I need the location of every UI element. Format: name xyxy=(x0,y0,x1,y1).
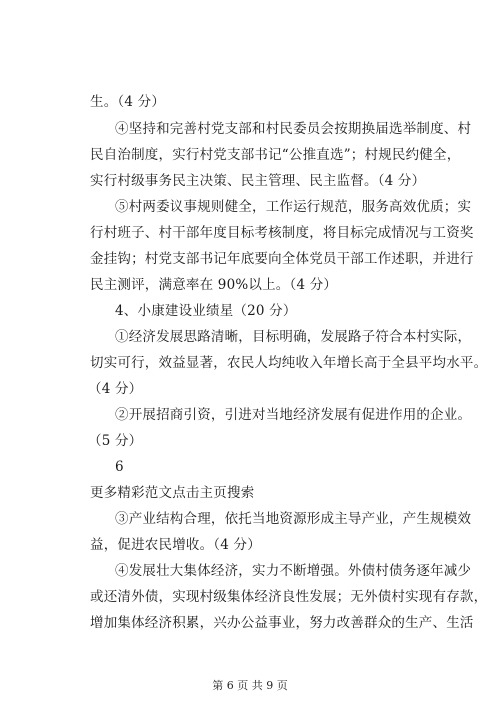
page-number-marker: 6 xyxy=(115,459,124,475)
text-line: （4 分） xyxy=(88,381,143,397)
text-line: 金挂钩；村党支部书记年底要向全体党员干部工作述职，并进行 xyxy=(90,251,474,267)
text-line: ①经济发展思路清晰，目标明确，发展路子符合本村实际， xyxy=(115,329,472,345)
text-line: 生。（4 分） xyxy=(90,94,166,110)
page-footer: 第 6 页 共 9 页 xyxy=(212,679,288,692)
text-line: （5 分） xyxy=(88,433,143,449)
promo-text: 更多精彩范文点击主页搜索 xyxy=(90,485,255,501)
text-line: 行村班子、村干部年度目标考核制度，将目标完成情况与工资奖 xyxy=(90,225,474,241)
text-line: 增加集体经济积累，兴办公益事业，努力改善群众的生产、生活 xyxy=(90,615,474,631)
text-line: 或还清外债，实现村级集体经济良性发展；无外债村实现有存款， xyxy=(90,589,488,605)
text-line: ⑤村两委议事规则健全，工作运行规范，服务高效优质；实 xyxy=(115,199,472,215)
text-line: 益，促进农民增收。（4 分） xyxy=(90,537,261,553)
text-line: 民自治制度，实行村党支部书记“公推直选”；村规民约健全， xyxy=(90,147,461,163)
text-line: ④发展壮大集体经济，实力不断增强。外债村债务逐年减少 xyxy=(115,563,472,579)
text-line: 切实可行，效益显著，农民人均纯收入年增长高于全县平均水平。 xyxy=(90,355,488,371)
text-line: ③产业结构合理，依托当地资源形成主导产业，产生规模效 xyxy=(115,511,472,527)
text-line: 实行村级事务民主决策、民主管理、民主监督。（4 分） xyxy=(90,173,426,189)
text-line: ②开展招商引资，引进对当地经济发展有促进作用的企业。 xyxy=(115,407,472,423)
text-line: 民主测评，满意率在 90%以上。（4 分） xyxy=(90,277,338,293)
text-line: ④坚持和完善村党支部和村民委员会按期换届选举制度、村 xyxy=(115,121,472,137)
section-heading: 4、小康建设业绩星（20 分） xyxy=(115,303,297,319)
